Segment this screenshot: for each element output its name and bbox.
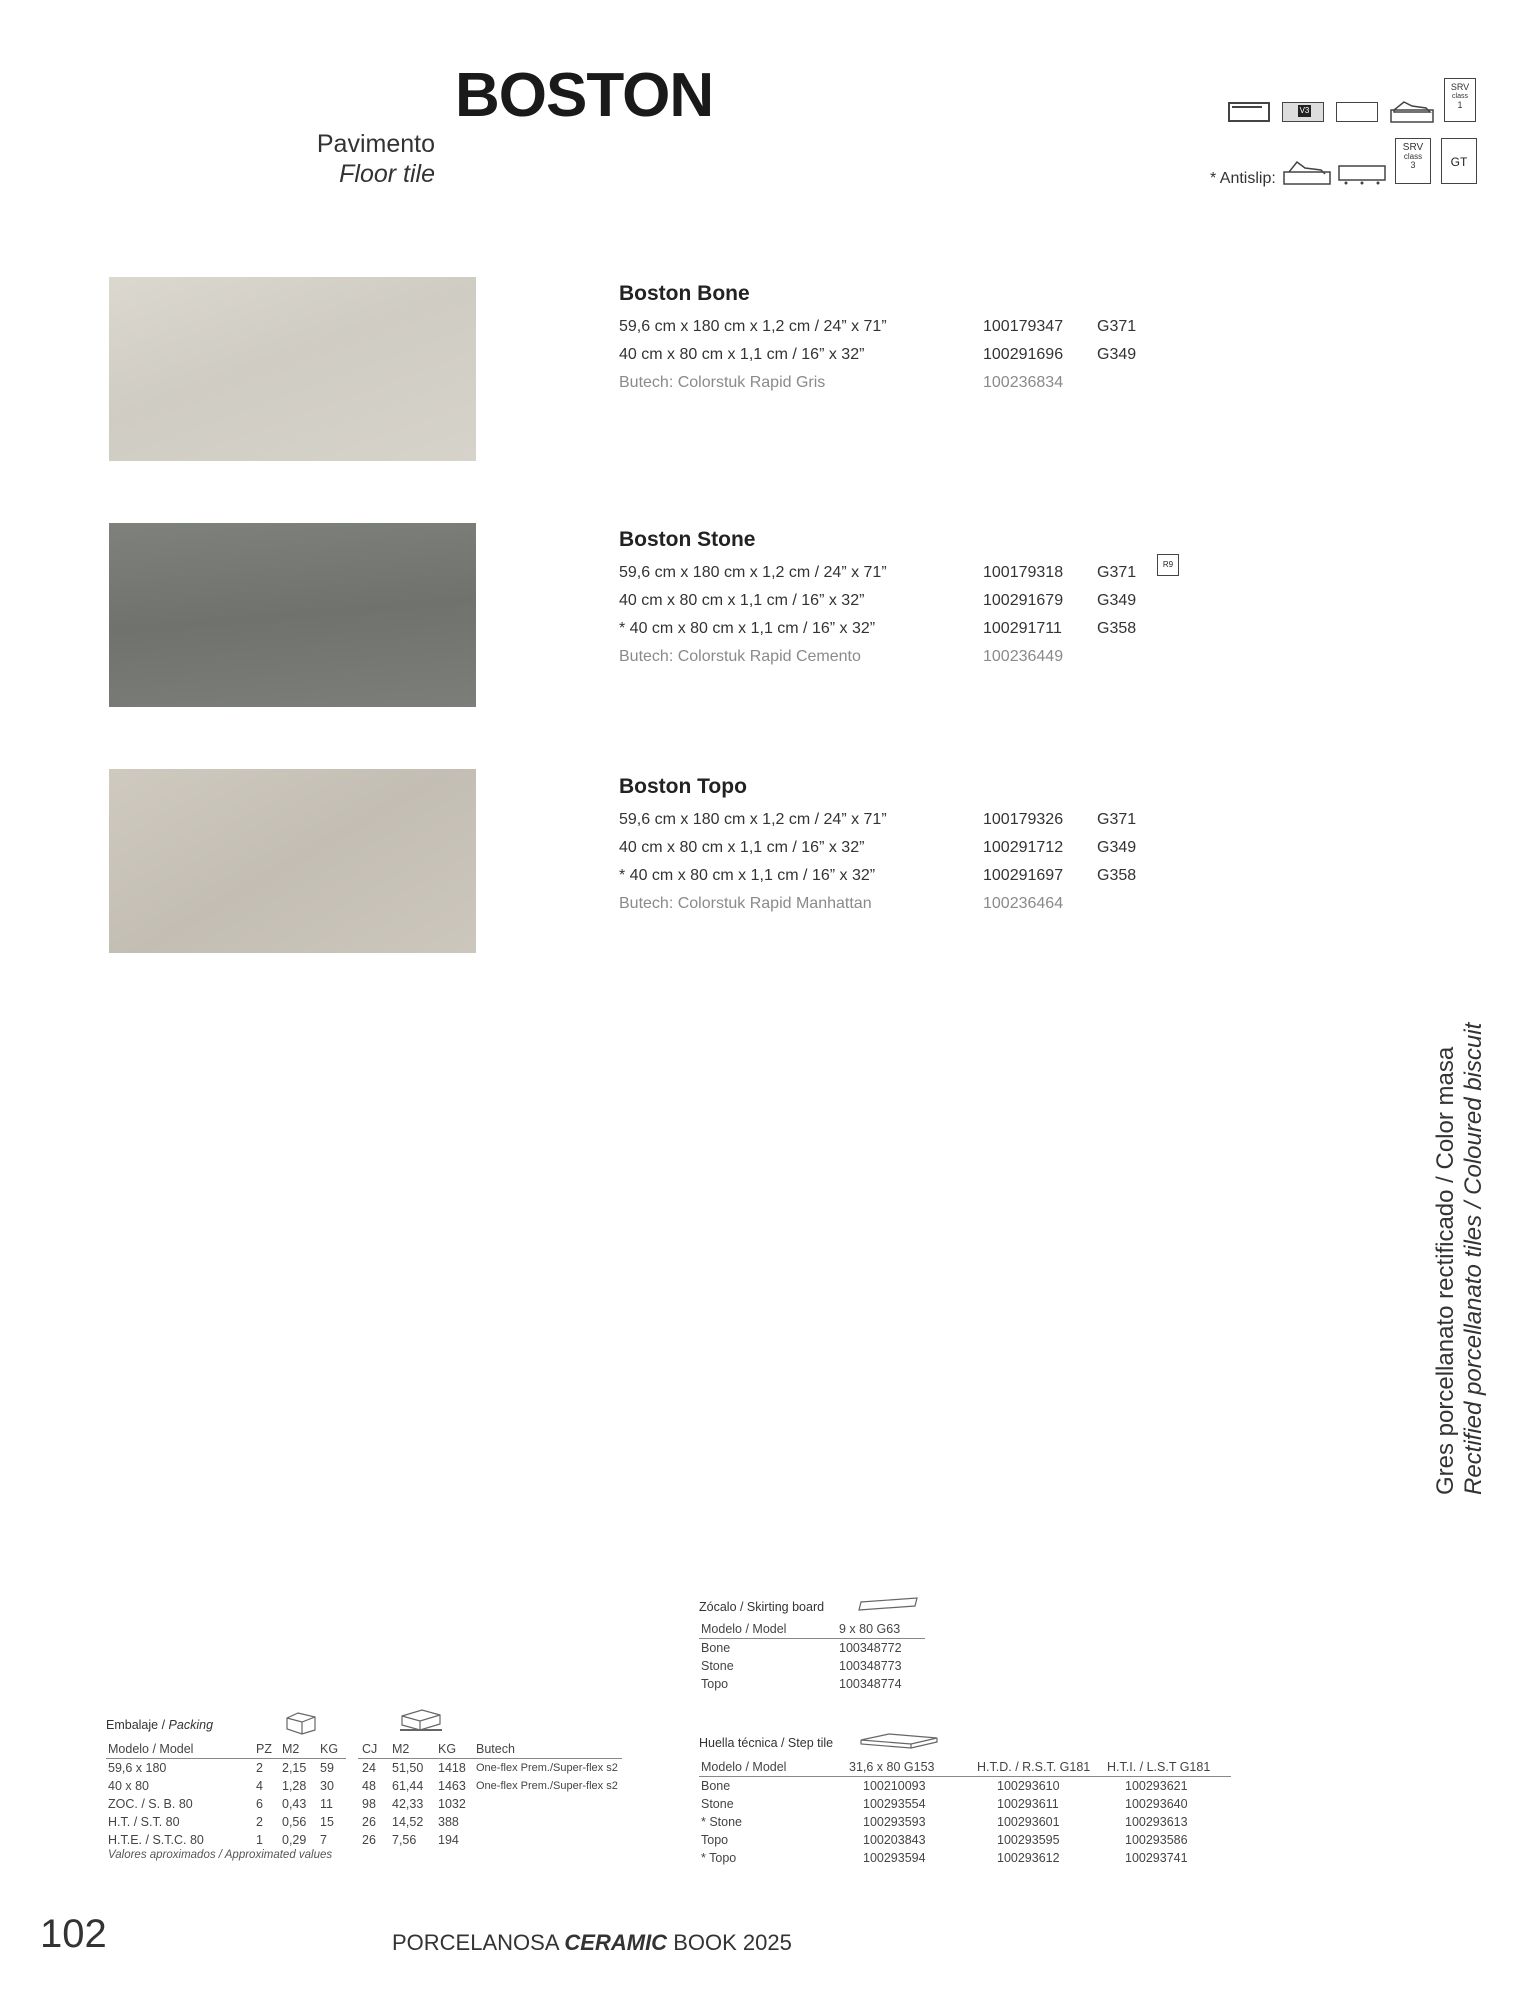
- step-tile-icon: [859, 1732, 939, 1752]
- cell: 1418: [438, 1761, 466, 1775]
- packing-caption: [106, 1718, 622, 1740]
- cell: 0,43: [282, 1797, 307, 1811]
- cell: 100293595: [997, 1833, 1060, 1847]
- gap: [346, 1759, 358, 1778]
- butech-label: Butech: Colorstuk Rapid Cemento: [619, 648, 861, 665]
- cell: 59,6 x 180: [108, 1761, 167, 1775]
- cell: * Topo: [701, 1851, 737, 1865]
- side-caption-es: Gres porcellanato rectificado / Color masa: [1432, 1046, 1459, 1495]
- product-g-code: G349: [1097, 839, 1137, 856]
- cell: ZOC. / S. B. 80: [108, 1797, 193, 1811]
- v3-icon: [1282, 102, 1324, 122]
- product-size: 40 cm x 80 cm x 1,1 cm / 16” x 32”: [619, 592, 865, 609]
- cell: 48: [362, 1779, 376, 1793]
- product-code: 100291679: [983, 592, 1064, 609]
- cell: 26: [362, 1833, 376, 1847]
- subtitle-es: Pavimento: [316, 130, 435, 158]
- r9-badge: R9: [1157, 554, 1179, 576]
- box-icon: [284, 1710, 318, 1736]
- packing-table: [106, 1718, 622, 1861]
- cell: 100293640: [1125, 1797, 1188, 1811]
- cell: Bone: [701, 1641, 731, 1655]
- product-name: Boston Topo: [619, 775, 747, 798]
- product-size: 59,6 cm x 180 cm x 1,2 cm / 24” x 71”: [619, 811, 887, 828]
- cell: 100210093: [863, 1779, 926, 1793]
- step-tile-table: [699, 1736, 1231, 1867]
- tile-swatch-stone: [109, 523, 476, 707]
- srv3-num: 3: [1410, 160, 1416, 170]
- cell: 51,50: [392, 1761, 424, 1775]
- cell: 100293621: [1125, 1779, 1188, 1793]
- side-caption-en: Rectified porcellanato tiles / Coloured biscuit: [1460, 1022, 1487, 1495]
- skirting-caption: Zócalo / Skirting board: [699, 1600, 825, 1614]
- cell: 26: [362, 1815, 376, 1829]
- col-header: 31,6 x 80 G153: [845, 1758, 973, 1777]
- floor-tile-icon: [1228, 102, 1270, 122]
- cell: 100293586: [1125, 1833, 1188, 1847]
- footer-brand: [392, 1930, 792, 1956]
- srv3-label: SRV: [1402, 142, 1424, 153]
- cell: 100348772: [839, 1641, 902, 1655]
- col-header: M2: [278, 1740, 316, 1759]
- cell: 100293610: [997, 1779, 1060, 1793]
- cell: 30: [320, 1779, 334, 1793]
- cell: 100293611: [997, 1797, 1059, 1811]
- gap: [346, 1795, 358, 1813]
- product-g-code: G371: [1097, 318, 1137, 335]
- skirting-table: [699, 1600, 925, 1693]
- cell: 100293594: [863, 1851, 926, 1865]
- cell: 59: [320, 1761, 334, 1775]
- cell: 388: [438, 1815, 459, 1829]
- antislip-shoe-icon: [1283, 156, 1331, 186]
- cell: [472, 1831, 622, 1849]
- cell: 14,52: [392, 1815, 424, 1829]
- cell: 1463: [438, 1779, 466, 1793]
- cell: Stone: [701, 1659, 734, 1673]
- product-code: 100179326: [983, 811, 1064, 828]
- brand-name: PORCELANOSA: [392, 1930, 559, 1955]
- butech-code: 100236464: [983, 895, 1064, 912]
- col-header: Modelo / Model: [699, 1620, 835, 1639]
- cell: 0,56: [282, 1815, 307, 1829]
- product-code: 100291711: [983, 620, 1062, 637]
- cell: Topo: [701, 1833, 729, 1847]
- cell: 100348773: [839, 1659, 902, 1673]
- side-caption: [1432, 1023, 1488, 1495]
- srv1-label: SRV: [1450, 82, 1470, 92]
- cell: 24: [362, 1761, 376, 1775]
- srv-class-3-badge: [1395, 138, 1431, 184]
- gap: [346, 1831, 358, 1849]
- cell: 100293593: [863, 1815, 926, 1829]
- product-g-code: G349: [1097, 592, 1137, 609]
- gt-badge: [1441, 138, 1477, 184]
- gap: [346, 1777, 358, 1795]
- product-size: 40 cm x 80 cm x 1,1 cm / 16” x 32”: [619, 346, 865, 363]
- gap: [346, 1813, 358, 1831]
- butech-label: Butech: Colorstuk Rapid Gris: [619, 374, 826, 391]
- cell: 100348774: [839, 1677, 902, 1691]
- cell: H.T.E. / S.T.C. 80: [108, 1833, 204, 1847]
- product-g-code: G358: [1097, 867, 1137, 884]
- subtitle-en: Floor tile: [339, 160, 435, 188]
- cell: [472, 1795, 622, 1813]
- book-emphasis: CERAMIC: [564, 1930, 668, 1955]
- cell: One-flex Prem./Super-flex s2: [476, 1780, 618, 1792]
- cell: 100203843: [863, 1833, 926, 1847]
- cell: 100293601: [997, 1815, 1060, 1829]
- cell: 7: [320, 1833, 327, 1847]
- tile-swatch-topo: [109, 769, 476, 953]
- col-header: CJ: [358, 1740, 388, 1759]
- col-header: PZ: [252, 1740, 278, 1759]
- col-header: 9 x 80 G63: [835, 1620, 925, 1639]
- col-header: H.T.I. / L.S.T G181: [1103, 1758, 1231, 1777]
- cell: 2: [256, 1815, 263, 1829]
- product-g-code: G371: [1097, 564, 1137, 581]
- cell: 6: [256, 1797, 263, 1811]
- book-title: BOOK 2025: [673, 1930, 792, 1955]
- tile-swatch-bone: [109, 277, 476, 461]
- butech-label: Butech: Colorstuk Rapid Manhattan: [619, 895, 872, 912]
- product-code: 100291696: [983, 346, 1064, 363]
- col-header: M2: [388, 1740, 434, 1759]
- cell: 4: [256, 1779, 263, 1793]
- col-header: Modelo / Model: [106, 1740, 252, 1759]
- col-header: KG: [434, 1740, 472, 1759]
- cell: 40 x 80: [108, 1779, 150, 1793]
- srv-class-1-badge: [1444, 78, 1476, 122]
- page-title: BOSTON: [455, 61, 714, 130]
- cell: 98: [362, 1797, 376, 1811]
- shoe-icon: [1390, 98, 1434, 124]
- col-header: H.T.D. / R.S.T. G181: [973, 1758, 1103, 1777]
- cell: Stone: [701, 1797, 734, 1811]
- cell: 1032: [438, 1797, 466, 1811]
- col-header: Modelo / Model: [699, 1758, 845, 1777]
- cell: * Stone: [701, 1815, 743, 1829]
- cell: 0,29: [282, 1833, 307, 1847]
- tile-thickness-icon: [1336, 102, 1378, 122]
- product-code: 100179318: [983, 564, 1064, 581]
- cell: 100293612: [997, 1851, 1060, 1865]
- cell: 194: [438, 1833, 459, 1847]
- srv3-class: class: [1403, 152, 1423, 161]
- cell: 11: [320, 1797, 333, 1811]
- cell: Topo: [701, 1677, 729, 1691]
- srv1-class: class: [1452, 93, 1468, 100]
- cell: 42,33: [392, 1797, 424, 1811]
- product-size: 40 cm x 80 cm x 1,1 cm / 16” x 32”: [619, 839, 865, 856]
- product-g-code: G371: [1097, 811, 1137, 828]
- cell: 7,56: [392, 1833, 417, 1847]
- packing-caption-en: Packing: [168, 1718, 214, 1732]
- pallet-icon: [396, 1704, 446, 1736]
- gap: [346, 1740, 358, 1759]
- product-size: * 40 cm x 80 cm x 1,1 cm / 16” x 32”: [619, 867, 876, 884]
- product-g-code: G349: [1097, 346, 1137, 363]
- cell: 2,15: [282, 1761, 307, 1775]
- product-size: 59,6 cm x 180 cm x 1,2 cm / 24” x 71”: [619, 318, 887, 335]
- skirting-board-icon: [857, 1596, 919, 1616]
- product-size: * 40 cm x 80 cm x 1,1 cm / 16” x 32”: [619, 620, 876, 637]
- cell: 1,28: [282, 1779, 307, 1793]
- butech-code: 100236834: [983, 374, 1064, 391]
- product-code: 100291697: [983, 867, 1064, 884]
- cell: 15: [320, 1815, 334, 1829]
- product-code: 100179347: [983, 318, 1064, 335]
- cell: Bone: [701, 1779, 731, 1793]
- col-header: Butech: [472, 1740, 622, 1759]
- product-name: Boston Stone: [619, 528, 756, 551]
- product-g-code: G358: [1097, 620, 1137, 637]
- col-header: KG: [316, 1740, 346, 1759]
- cell: 100293741: [1125, 1851, 1188, 1865]
- product-size: 59,6 cm x 180 cm x 1,2 cm / 24” x 71”: [619, 564, 887, 581]
- cell: 2: [256, 1761, 263, 1775]
- srv1-num: 1: [1457, 100, 1463, 110]
- antislip-tile-icon: [1338, 162, 1386, 186]
- butech-code: 100236449: [983, 648, 1064, 665]
- cell: H.T. / S.T. 80: [108, 1815, 180, 1829]
- product-name: Boston Bone: [619, 282, 750, 305]
- page-number: 102: [40, 1912, 107, 1956]
- cell: [472, 1813, 622, 1831]
- packing-caption-es: Embalaje /: [106, 1718, 166, 1732]
- step-caption: Huella técnica / Step tile: [699, 1736, 834, 1750]
- product-code: 100291712: [983, 839, 1064, 856]
- cell: One-flex Prem./Super-flex s2: [476, 1762, 618, 1774]
- cell: 100293554: [863, 1797, 926, 1811]
- cell: 61,44: [392, 1779, 424, 1793]
- packing-footnote: Valores aproximados / Approximated values: [108, 1849, 333, 1861]
- cell: 1: [256, 1833, 263, 1847]
- v3-label: V3: [1299, 106, 1310, 115]
- cell: 100293613: [1125, 1815, 1188, 1829]
- gt-label: GT: [1450, 155, 1468, 169]
- antislip-label: * Antislip:: [1210, 170, 1276, 187]
